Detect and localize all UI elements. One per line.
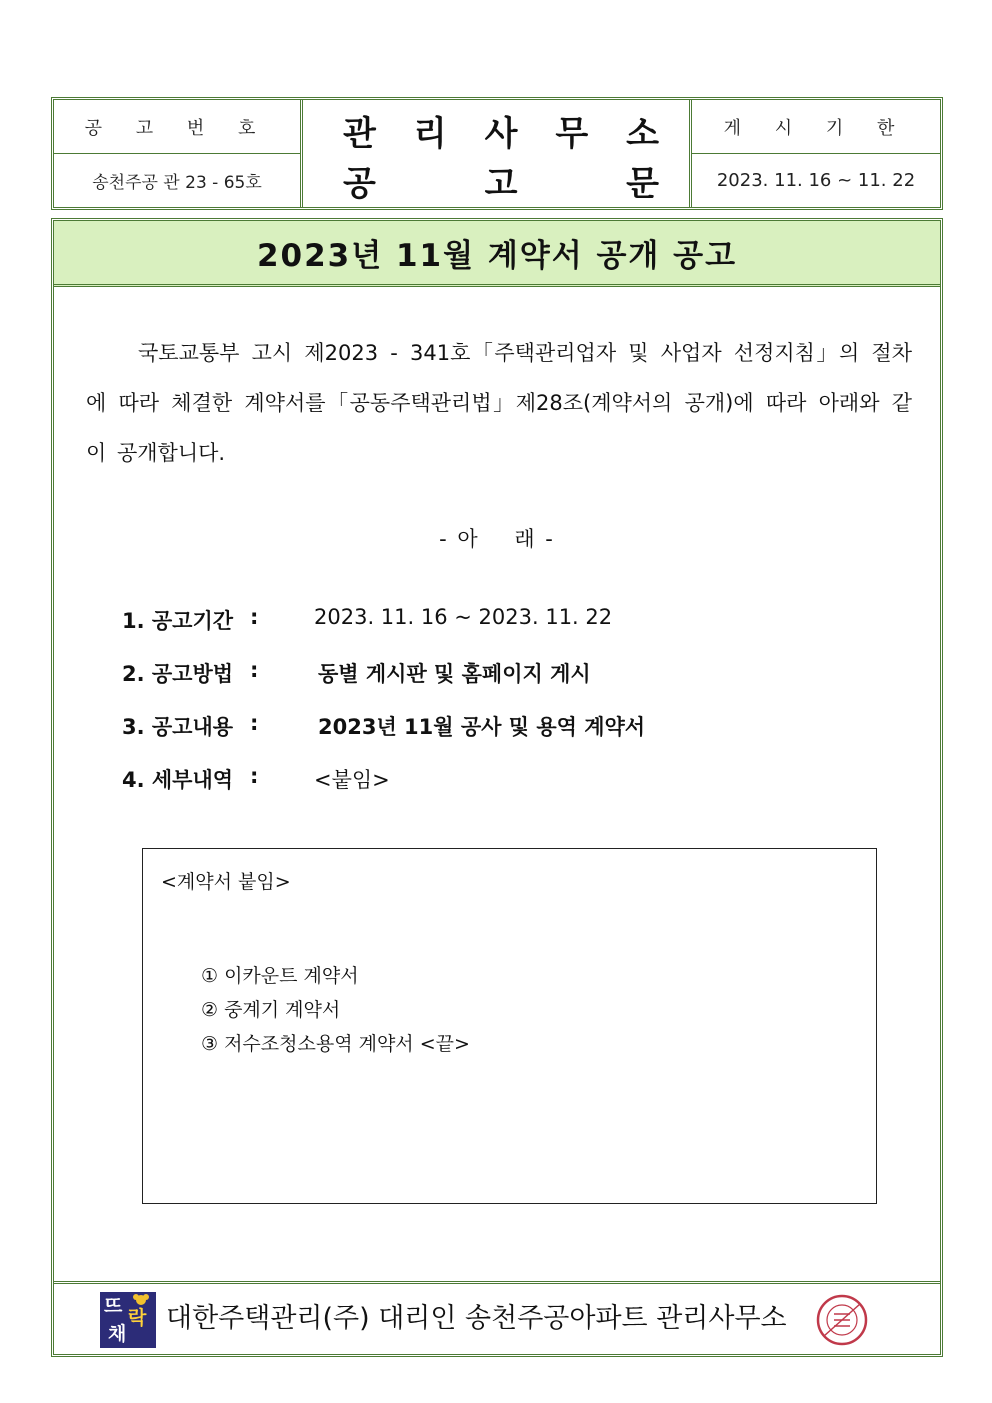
attachment-item: ③ 저수조청소용역 계약서 <끝> [201, 1033, 470, 1055]
logo-char: 뜨 [104, 1295, 123, 1317]
header-table [51, 97, 943, 210]
item-value: <붙임> [314, 768, 390, 792]
flower-icon [130, 1292, 152, 1308]
office-title-line1 [303, 106, 689, 155]
office-char: 관 [343, 114, 376, 154]
brand-logo [100, 1292, 156, 1348]
footer [54, 1281, 940, 1354]
item-colon: : [250, 605, 259, 629]
item-value: 동별 게시판 및 홈페이지 게시 [318, 662, 591, 686]
notice-number-label: 공 고 번 호 [84, 117, 270, 139]
notice-title: 2023년 11월 계약서 공개 공고 [54, 221, 940, 287]
posting-period-label-cell [692, 100, 940, 153]
item-key: 3. 공고내용 [122, 715, 234, 739]
attachment-item: ② 중계기 계약서 [201, 999, 341, 1021]
item-value: 2023. 11. 16 ~ 2023. 11. 22 [314, 605, 613, 629]
office-char: 문 [626, 164, 659, 204]
office-title-cell [303, 100, 689, 207]
item-value: 2023년 11월 공사 및 용역 계약서 [318, 715, 646, 739]
official-seal-icon [816, 1292, 868, 1348]
item-key: 4. 세부내역 [122, 768, 234, 792]
office-title-line2 [303, 156, 689, 205]
notice-number-cell [54, 154, 300, 207]
attachment-item: ① 이카운트 계약서 [201, 965, 359, 987]
logo-char: 채 [108, 1323, 127, 1345]
paragraph-text: 국토교통부 고시 제2023 - 341호「주택관리업자 및 사업자 선정지침」의 절차에 따라 체결한 계약서를「공동주택관리법」제28조(계약서의 공개)에 따라 아래와 같이 공개합니다. [86, 341, 912, 465]
below-heading: - 아 래 - [439, 527, 555, 551]
office-char: 리 [413, 114, 447, 154]
notice-frame [51, 218, 943, 1357]
office-char: 무 [555, 114, 589, 154]
office-char: 고 [484, 164, 518, 204]
notice-number-label-cell [54, 100, 300, 153]
posting-period-cell [692, 154, 940, 207]
notice-number: 송천주공 관 23 - 65호 [92, 173, 262, 193]
office-char: 공 [343, 164, 376, 204]
posting-period: 2023. 11. 16 ~ 11. 22 [716, 170, 916, 191]
posting-period-label: 게 시 기 한 [723, 117, 909, 139]
item-colon: : [250, 711, 259, 735]
item-key: 1. 공고기간 [122, 609, 234, 633]
item-colon: : [250, 764, 259, 788]
logo-char: 락 [128, 1307, 147, 1329]
attachment-box [142, 848, 877, 1204]
notice-paragraph [86, 328, 912, 478]
office-char: 사 [484, 114, 518, 154]
attachment-list [201, 959, 470, 1061]
item-key: 2. 공고방법 [122, 662, 234, 686]
item-colon: : [250, 658, 259, 682]
office-char: 소 [626, 114, 659, 154]
footer-organization: 대한주택관리(주) 대리인 송천주공아파트 관리사무소 [166, 1303, 787, 1334]
attachment-title: <계약서 붙임> [161, 871, 291, 893]
